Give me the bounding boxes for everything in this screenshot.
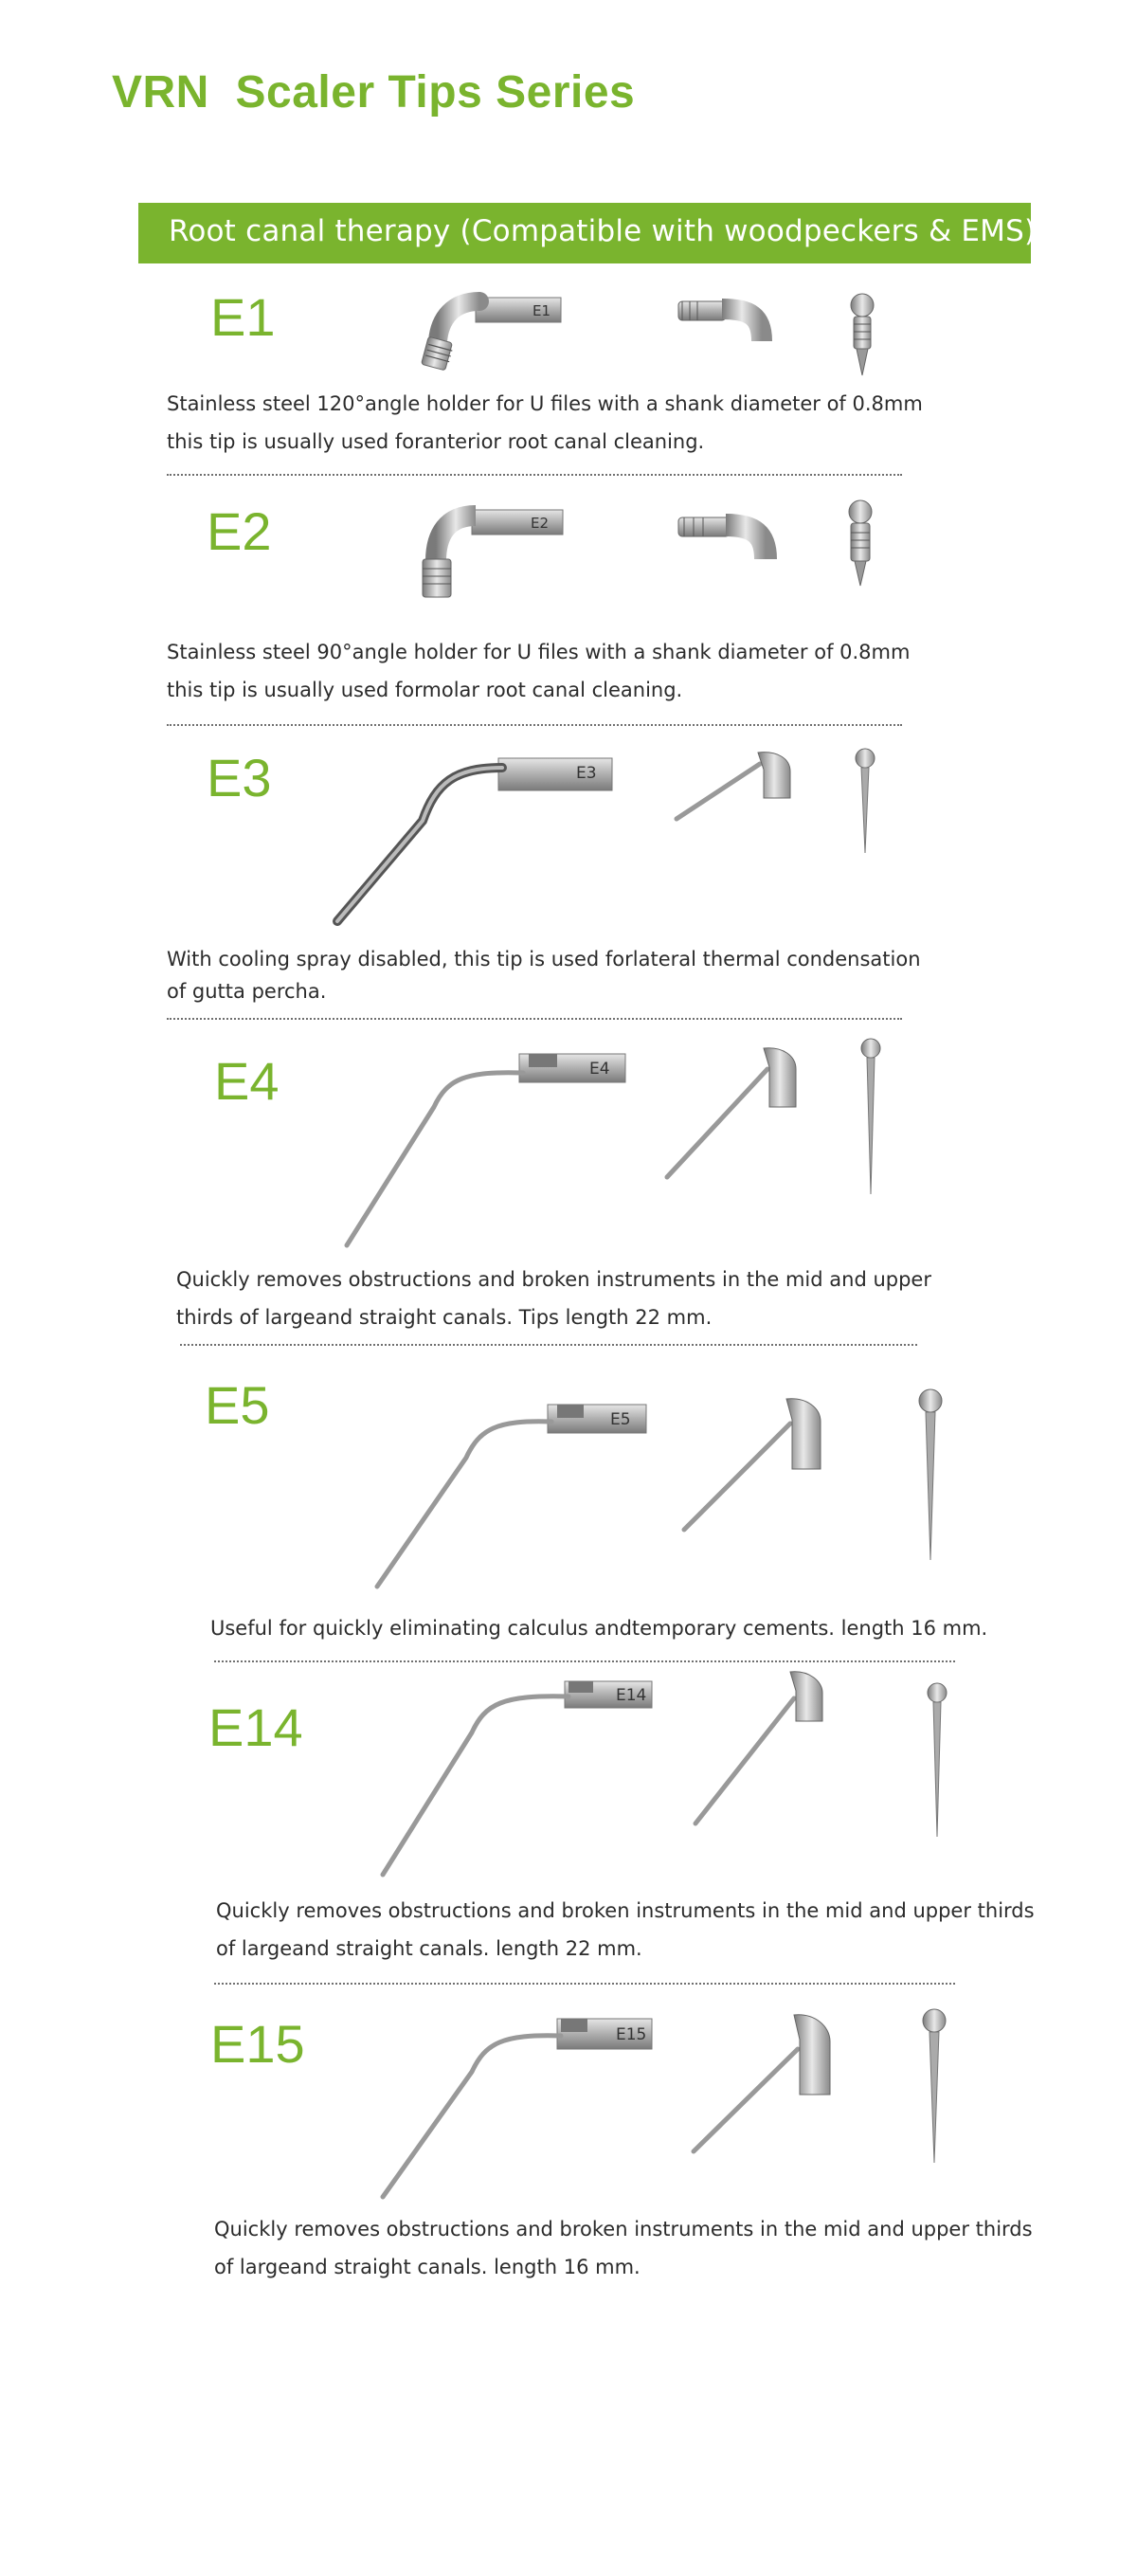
- svg-text:E14: E14: [616, 1686, 647, 1705]
- tip-end-view: [851, 747, 879, 857]
- dotted-divider: [180, 1344, 917, 1346]
- product-code: E14: [208, 1697, 303, 1757]
- tip-side-view: [675, 288, 779, 347]
- svg-text:E4: E4: [589, 1060, 610, 1079]
- product-description-line-1: With cooling spray disabled, this tip is used forlateral thermal condensation: [167, 948, 921, 971]
- page-title: VRN Scaler Tips Series: [112, 67, 636, 118]
- tip-end-view: [857, 1037, 885, 1198]
- tip-main-view: [379, 2015, 654, 2201]
- tip-side-view: [675, 502, 788, 563]
- tip-main-view: [373, 1401, 648, 1590]
- product-description-line-1: Useful for quickly eliminating calculus andtemporary cements. length 16 mm.: [210, 1617, 988, 1640]
- tip-main-view: [343, 1050, 627, 1249]
- tip-side-view: [692, 1664, 834, 1827]
- svg-text:E1: E1: [532, 302, 551, 319]
- dotted-divider: [167, 724, 902, 726]
- product-description-line-1: Stainless steel 120°angle holder for U files with a shank diameter of 0.8mm: [167, 392, 923, 415]
- product-code: E4: [214, 1051, 280, 1111]
- svg-text:E15: E15: [616, 2025, 647, 2044]
- dotted-divider: [167, 1018, 902, 1020]
- tip-end-view: [919, 2007, 949, 2167]
- product-description-line-1: Stainless steel 90°angle holder for U files with a shank diameter of 0.8mm: [167, 641, 911, 663]
- product-code: E3: [207, 748, 272, 807]
- tip-end-view: [845, 292, 879, 379]
- product-description-line-1: Quickly removes obstructions and broken instruments in the mid and upper thirds: [216, 1899, 1035, 1922]
- tip-main-view: [407, 292, 568, 383]
- tip-side-view: [673, 745, 805, 823]
- product-description-line-2: of gutta percha.: [167, 980, 327, 1003]
- svg-text:E2: E2: [531, 515, 550, 532]
- dotted-divider: [214, 1660, 955, 1662]
- product-description-line-2: this tip is usually used foranterior root canal cleaning.: [167, 430, 705, 453]
- tip-end-view: [843, 499, 877, 593]
- tip-end-view: [915, 1388, 946, 1564]
- category-banner: [138, 203, 1037, 263]
- tip-side-view: [680, 1391, 832, 1533]
- svg-text:E3: E3: [576, 764, 597, 783]
- banner-text: Root canal therapy (Compatible with woodpeckers & EMS): [169, 214, 1037, 248]
- dotted-divider: [167, 474, 902, 476]
- tip-main-view: [332, 754, 616, 925]
- tip-side-view: [690, 2007, 841, 2155]
- tip-main-view: [379, 1678, 654, 1878]
- product-code: E1: [210, 287, 276, 347]
- tip-side-view: [663, 1041, 805, 1181]
- svg-text:E5: E5: [610, 1410, 631, 1429]
- product-description-line-2: of largeand straight canals. length 22 mm.: [216, 1937, 642, 1960]
- dotted-divider: [214, 1983, 955, 1985]
- tip-main-view: [409, 506, 570, 610]
- product-code: E2: [207, 501, 272, 561]
- product-description-line-2: this tip is usually used formolar root canal cleaning.: [167, 679, 683, 701]
- product-code: E15: [210, 2014, 305, 2074]
- product-description-line-2: of largeand straight canals. length 16 mm.: [214, 2256, 641, 2278]
- product-description-line-2: thirds of largeand straight canals. Tips length 22 mm.: [176, 1306, 713, 1329]
- product-code: E5: [205, 1375, 270, 1435]
- product-description-line-1: Quickly removes obstructions and broken instruments in the mid and upper: [176, 1268, 931, 1291]
- tip-end-view: [923, 1681, 951, 1841]
- product-description-line-1: Quickly removes obstructions and broken instruments in the mid and upper thirds: [214, 2218, 1033, 2240]
